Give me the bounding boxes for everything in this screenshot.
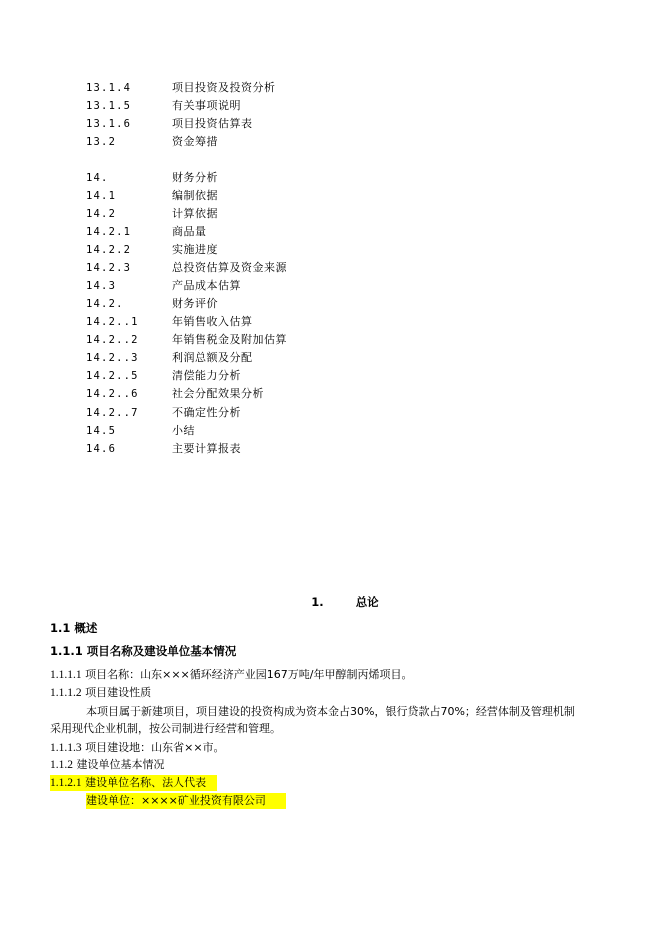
toc-title: 产品成本估算: [172, 279, 241, 292]
toc-number: 14.2.3: [86, 262, 132, 274]
toc-title: 项目投资估算表: [172, 117, 253, 130]
toc-title: 不确定性分析: [172, 406, 241, 419]
toc-number: 14.2.2: [86, 244, 132, 256]
toc-title: 实施进度: [172, 243, 218, 256]
toc-number: 14.2..7: [86, 407, 139, 419]
toc-title: 有关事项说明: [172, 99, 241, 112]
item-project-nature: 1.1.1.2 项目建设性质: [50, 686, 152, 699]
chapter-number: 1.: [311, 595, 324, 609]
toc-title: 清偿能力分析: [172, 369, 241, 382]
toc-title: 总投资估算及资金来源: [172, 261, 287, 274]
toc-title: 项目投资及投资分析: [172, 81, 276, 94]
item-project-location: 1.1.1.3 项目建设地：山东省××市。: [50, 741, 225, 754]
toc-number: 14.2: [86, 208, 117, 220]
toc-number: 13.1.6: [86, 118, 132, 130]
toc-number: 13.2: [86, 136, 117, 148]
toc-title: 年销售税金及附加估算: [172, 333, 287, 346]
toc-title: 主要计算报表: [172, 442, 241, 455]
toc-number: 14.5: [86, 425, 117, 437]
section-heading-1-1-1: 1.1.1 项目名称及建设单位基本情况: [50, 644, 237, 658]
paragraph-line-2: 采用现代企业机制，按公司制进行经营和管理。: [50, 722, 281, 735]
construction-unit-highlighted: 建设单位：××××矿业投资有限公司: [86, 793, 286, 809]
paragraph-line-1: 本项目属于新建项目，项目建设的投资构成为资本金占30%，银行贷款占70%；经营体制及管理机制: [86, 705, 575, 718]
toc-title: 财务评价: [172, 297, 218, 310]
toc-number: 14.2..6: [86, 388, 139, 400]
chapter-heading: [0, 594, 662, 610]
toc-title: 商品量: [172, 225, 207, 238]
toc-number: 14.6: [86, 443, 117, 455]
toc-title: 年销售收入估算: [172, 315, 253, 328]
toc-title: 社会分配效果分析: [172, 387, 264, 400]
toc-number: 13.1.5: [86, 100, 132, 112]
toc-title: 利润总额及分配: [172, 351, 253, 364]
toc-number: 14.2..1: [86, 316, 139, 328]
section-heading-1-1: 1.1 概述: [50, 621, 98, 635]
toc-number: 14.: [86, 172, 109, 184]
toc-number: 14.2..2: [86, 334, 139, 346]
toc-number: 14.1: [86, 190, 117, 202]
toc-number: 13.1.4: [86, 82, 132, 94]
item-unit-info: 1.1.2 建设单位基本情况: [50, 758, 165, 771]
toc-number: 14.3: [86, 280, 117, 292]
toc-title: 计算依据: [172, 207, 218, 220]
toc-title: 财务分析: [172, 171, 218, 184]
toc-title: 小结: [172, 424, 195, 437]
chapter-title: 总论: [355, 595, 379, 609]
toc-number: 14.2.: [86, 298, 124, 310]
toc-title: 资金筹措: [172, 135, 218, 148]
toc-number: 14.2.1: [86, 226, 132, 238]
item-project-name: 1.1.1.1 项目名称：山东×××循环经济产业园167万吨/年甲醇制丙烯项目。: [50, 668, 413, 681]
item-unit-name-highlighted: 1.1.2.1 建设单位名称、法人代表: [50, 775, 217, 791]
toc-number: 14.2..5: [86, 370, 139, 382]
toc-title: 编制依据: [172, 189, 218, 202]
toc-number: 14.2..3: [86, 352, 139, 364]
